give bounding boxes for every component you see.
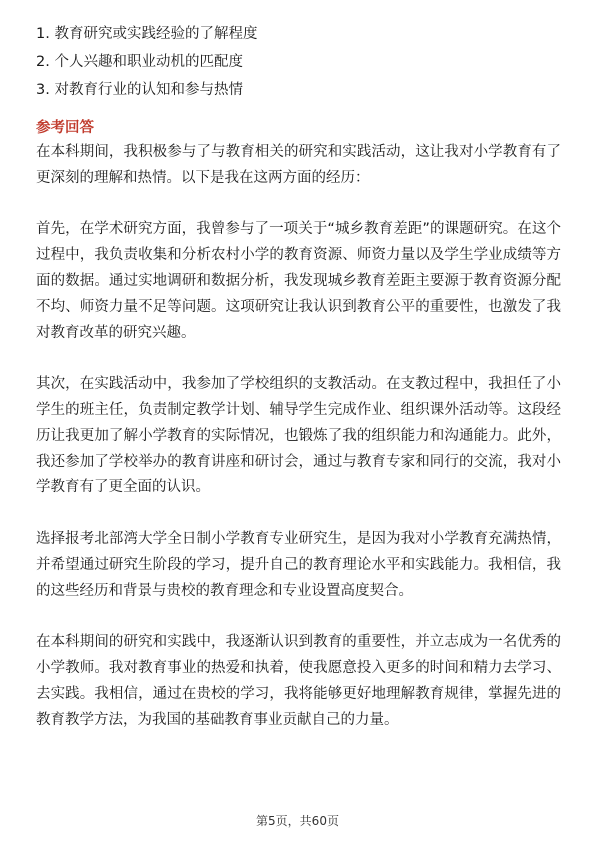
paragraph: 其次，在实践活动中，我参加了学校组织的支教活动。在支教过程中，我担任了小学生的班主任，负责制定教学计划、辅导学生完成作业、组织课外活动等。这段经历让我更加了解小学教育的实际情况，也锻炼了我的组织能力和沟通能力。此外，我还参加了学校举办的教育讲座和研讨会，通过与教育专家和同行的交流，我对小学教育有了更全面的认识。 bbox=[36, 376, 561, 496]
answer-heading: 参考回答 bbox=[36, 120, 94, 136]
list-item: 1. 教育研究或实践经验的了解程度 bbox=[36, 26, 258, 42]
paragraph: 在本科期间的研究和实践中，我逐渐认识到教育的重要性，并立志成为一名优秀的小学教师。我对教育事业的热爱和执着，使我愿意投入更多的时间和精力去学习、去实践。我相信，通过在贵校的学习，我将能够更好地理解教育规律，掌握先进的教育教学方法，为我国的基础教育事业贡献自己的力量。 bbox=[36, 634, 561, 728]
paragraph: 首先，在学术研究方面，我曾参与了一项关于“城乡教育差距”的课题研究。在这个过程中，我负责收集和分析农村小学的教育资源、师资力量以及学生学业成绩等方面的数据。通过实地调研和数据分析，我发现城乡教育差距主要源于教育资源分配不均、师资力量不足等问题。这项研究让我认识到教育公平的重要性，也激发了我对教育改革的研究兴趣。 bbox=[36, 221, 561, 341]
answer-body bbox=[36, 140, 561, 759]
list-item: 2. 个人兴趣和职业动机的匹配度 bbox=[36, 54, 243, 70]
list-item: 3. 对教育行业的认知和参与热情 bbox=[36, 82, 243, 98]
criteria-list bbox=[36, 20, 561, 104]
paragraph: 选择报考北部湾大学全日制小学教育专业研究生，是因为我对小学教育充满热情，并希望通过研究生阶段的学习，提升自己的教育理论水平和实践能力。我相信，我的这些经历和背景与贵校的教育理念和专业设置高度契合。 bbox=[36, 530, 561, 599]
paragraph: 在本科期间，我积极参与了与教育相关的研究和实践活动，这让我对小学教育有了更深刻的理解和热情。以下是我在这两方面的经历： bbox=[36, 144, 561, 186]
page-number: 第5页，共60页 bbox=[256, 814, 339, 828]
